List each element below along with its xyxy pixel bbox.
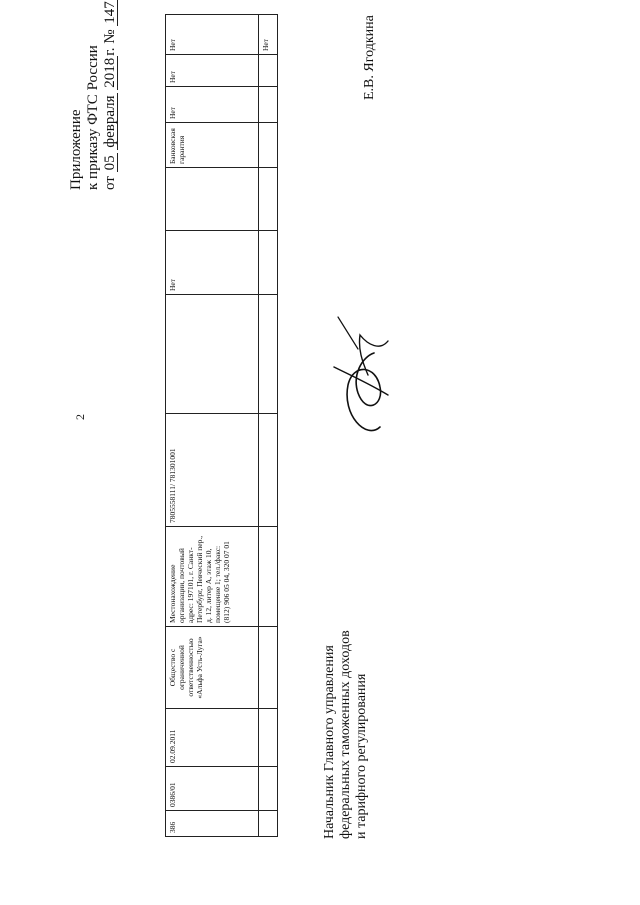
cell-date: 02.09.2011 — [166, 709, 259, 767]
appendix-header — [68, 0, 119, 190]
page-number: 2 — [73, 414, 87, 420]
cell-col13: Нет — [259, 15, 278, 55]
chief-title-line1: Начальник Главного управления — [322, 645, 337, 839]
cell-index: 386 — [166, 811, 259, 837]
cell-inn-kpp: 7805558111/ 781301001 — [166, 414, 259, 527]
date-prefix: от — [102, 176, 118, 190]
table-row — [259, 15, 278, 837]
cell-col10: Нет — [166, 87, 259, 123]
cell-address: Местонахождение организации, почтовый адрес: 197101, г. Санкт-Петербург, Певческий пер., д. 12, литер А, этаж 10, помещение 1; тел./факс: (812) 906 05 04, 320 07 01 — [166, 527, 259, 627]
cell-col9: Банковская гарантия — [166, 123, 259, 168]
chief-title-line3: и тарифного регулирования — [354, 673, 369, 839]
appendix-order-date — [102, 0, 119, 190]
chief-title-block — [322, 630, 370, 839]
cell-organization: Общество с ограниченной ответственностью «Альфа Усть-Луга» — [166, 627, 259, 709]
cell-reg-number: 0386/01 — [166, 767, 259, 811]
year-suffix: г. — [102, 47, 118, 56]
order-day: 05 — [102, 155, 118, 171]
table-row — [166, 15, 259, 837]
order-number: 147 — [102, 1, 118, 24]
handwritten-signature — [328, 305, 408, 445]
appendix-title: Приложение — [68, 109, 84, 190]
cell-col12: Нет — [166, 15, 259, 55]
order-month: февраля — [102, 95, 118, 148]
appendix-order-ref: к приказу ФТС России — [85, 45, 101, 190]
order-year: 2018 — [102, 57, 118, 88]
number-sign: № — [102, 29, 118, 44]
chief-title-line2: федеральных таможенных доходов — [338, 630, 353, 839]
cell-col7: Нет — [166, 231, 259, 295]
register-table — [165, 14, 278, 837]
cell-col11: Нет — [166, 55, 259, 87]
cell-col6 — [166, 295, 259, 414]
cell-col8 — [166, 168, 259, 231]
signer-name: Е.В. Ягодкина — [362, 15, 377, 100]
